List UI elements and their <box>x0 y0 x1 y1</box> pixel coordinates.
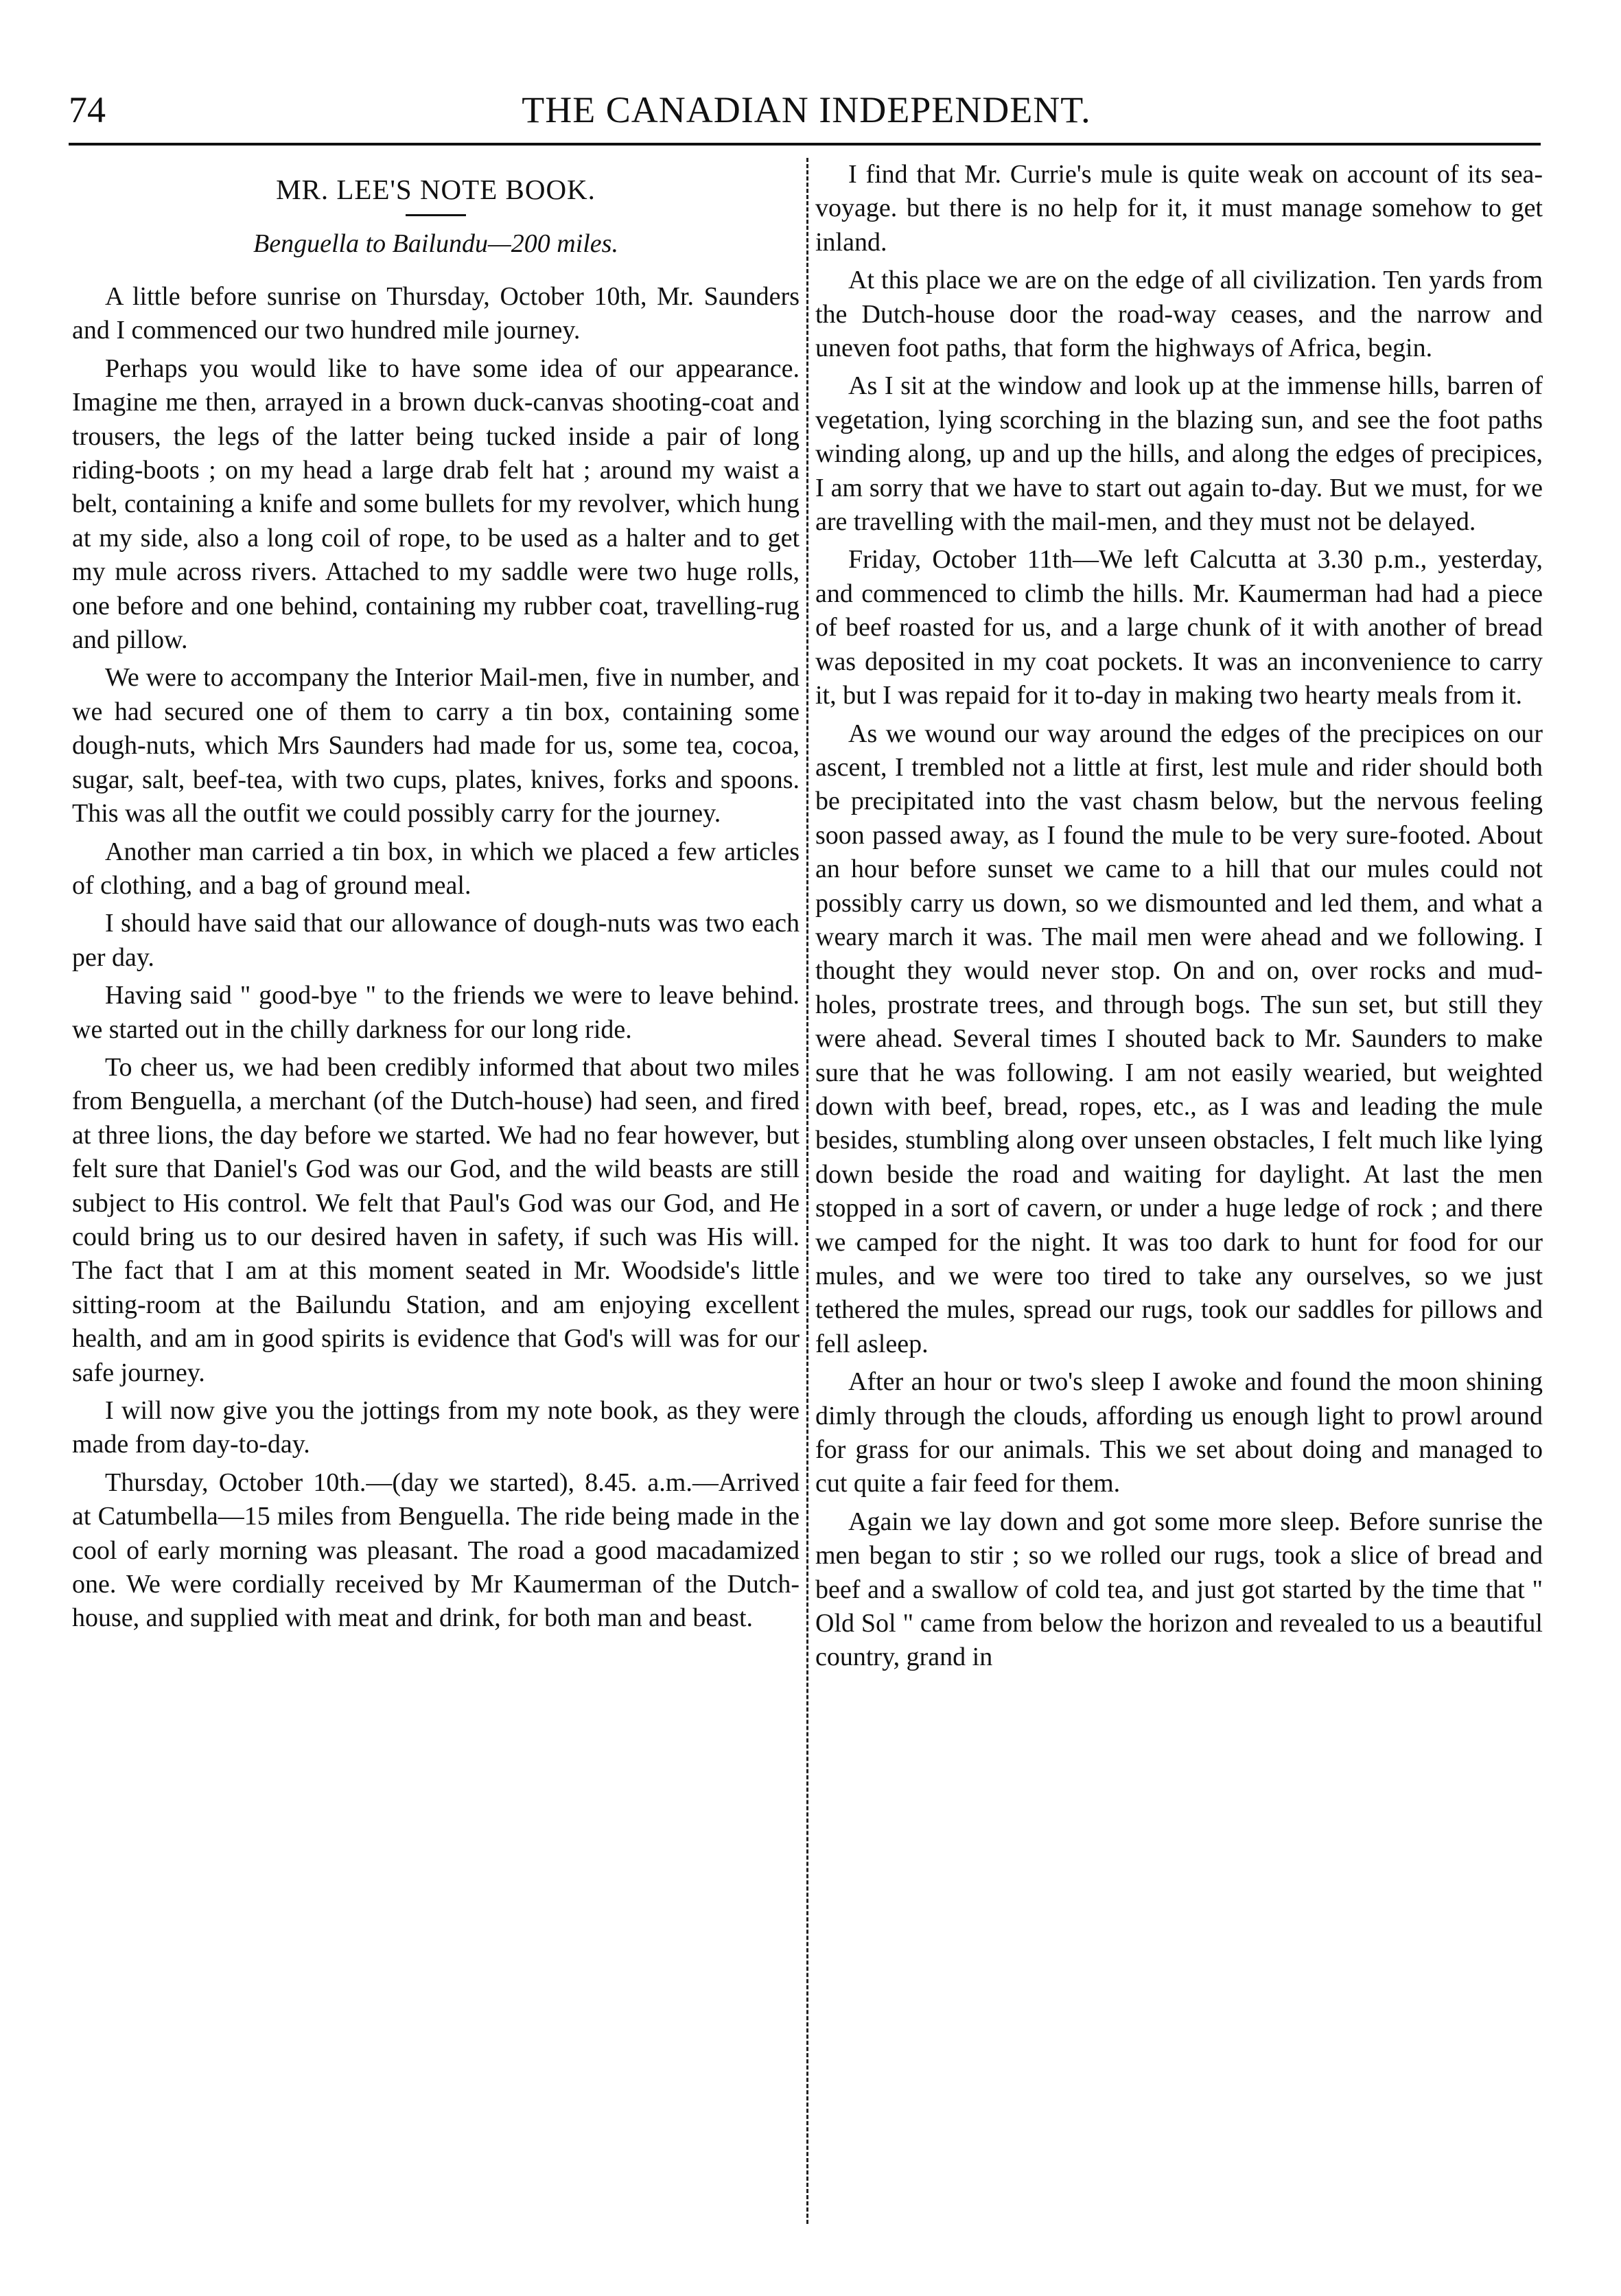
page-number: 74 <box>69 89 106 130</box>
column-divider <box>806 158 808 2224</box>
right-paragraph-4: Friday, October 11th—We left Calcutta at 3.30 p.m., yesterday, and commenced to climb the hills. Mr. Kaumerman had had a piece of beef roasted for us, and a large chunk of it with another of bread was deposited in my coat pockets. It was an inconvenience to carry it, but I was repaid for it to-day in making two hearty meals from it. <box>815 545 1543 710</box>
left-paragraph-1: A little before sunrise on Thursday, October 10th, Mr. Saunders and I commenced our two hundred mile journey. <box>72 282 800 345</box>
right-column <box>815 158 1543 2245</box>
left-paragraph-7: To cheer us, we had been credibly informed that about two miles from Benguella, a merchant (of the Dutch-house) had seen, and fired at three lions, the day before we started. We had no fear however, but felt sure that Daniel's God was our God, and the wild beasts are still subject to His control. We felt that Paul's God was our God, and He could bring us to our desired haven in safety, if such was His will. The fact that I am at this moment seated in Mr. Woodside's little sitting-room at the Bailundu Station, and am enjoying excellent health, and am in good spirits is evidence that God's will was for our safe journey. <box>72 1052 800 1387</box>
left-paragraph-3: We were to accompany the Interior Mail-men, five in number, and we had secured one of them to carry a tin box, containing some dough-nuts, which Mrs Saunders had made for us, some tea, cocoa, sugar, salt, beef-tea, with two cups, plates, knives, forks and spoons. This was all the outfit we could possibly carry for the journey. <box>72 663 800 828</box>
subtitle-spacer <box>72 261 800 280</box>
left-paragraph-2: Perhaps you would like to have some idea of our appearance. Imagine me then, arrayed in a brown duck-canvas shooting-coat and trousers, the legs of the latter being tucked inside a pair of long riding-boots ; on my head a large drab felt hat ; around my waist a belt, containing a knife and some bullets for my revolver, which hung at my side, also a long coil of rope, to be used as a halter and to get my mule across rivers. Attached to my saddle were two huge rolls, one before and one behind, containing my rubber coat, travelling-rug and pillow. <box>72 353 800 655</box>
right-paragraph-5: As we wound our way around the edges of the precipices on our ascent, I trembled not a little at first, lest mule and rider should both be precipitated into the vast chasm below, but the nervous feeling soon passed away, as I found the mule to be very sure-footed. About an hour before sunset we came to a hill that our mules could not possibly carry us down, so we dismounted and led them, and what a weary march it was. The mail men were ahead and we following. I thought they would never stop. On and on, over rocks and mud-holes, prostrate trees, and through bogs. The sun set, but still they were ahead. Several times I shouted back to Mr. Saunders to make sure that he was following. I am not easily wearied, but weighted down with beef, bread, ropes, etc., as I was and leading the mule besides, stumbling along over unseen obstacles, I felt much like lying down beside the road and waiting for daylight. At last the men stopped in a sort of cavern, or under a huge ledge of rock ; and there we camped for the night. It was too dark to hunt for food for our mules, and we were too tired to take any ourselves, so we just tethered the mules, spread our rugs, took our saddles for pillows and fell asleep. <box>815 719 1543 1358</box>
right-paragraph-1: I find that Mr. Currie's mule is quite weak on account of its sea-voyage. but there is no help for it, it must manage somehow to get inland. <box>815 160 1543 257</box>
left-column <box>72 158 800 2245</box>
right-paragraph-7: Again we lay down and got some more sleep. Before sunrise the men began to stir ; so we rolled our rugs, took a slice of bread and beef and a swallow of cold tea, and just got started by the time that " Old Sol " came from below the horizon and revealed to us a beautiful country, grand in <box>815 1507 1543 1672</box>
left-paragraph-5: I should have said that our allowance of dough-nuts was two each per day. <box>72 909 800 972</box>
left-paragraph-9: Thursday, October 10th.—(day we started), 8.45. a.m.—Arrived at Catumbella—15 miles from Benguella. The ride being made in the cool of early morning was pleasant. The road a good macadamized one. We were cordially received by Mr Kaumerman of the Dutch-house, and supplied with meat and drink, for both man and beast. <box>72 1468 800 1633</box>
header-rule <box>69 143 1541 146</box>
right-paragraph-6: After an hour or two's sleep I awoke and found the moon shining dimly through the clouds, affording us enough light to prowl around for grass for our animals. This we set about doing and managed to cut quite a fair feed for them. <box>815 1367 1543 1498</box>
article-title: MR. LEE'S NOTE BOOK. <box>276 174 596 205</box>
left-paragraph-4: Another man carried a tin box, in which we placed a few articles of clothing, and a bag of ground meal. <box>72 837 800 900</box>
article-subtitle: Benguella to Bailundu—200 miles. <box>253 229 618 258</box>
page-header <box>69 82 1544 144</box>
right-paragraph-2: At this place we are on the edge of all civilization. Ten yards from the Dutch-house door the road-way ceases, and the narrow and uneven foot paths, that form the highways of Africa, begin. <box>815 266 1543 363</box>
title-rule <box>406 214 466 216</box>
journal-title: THE CANADIAN INDEPENDENT. <box>522 89 1091 130</box>
left-paragraph-8: I will now give you the jottings from my note book, as they were made from day-to-day. <box>72 1396 800 1459</box>
left-paragraph-6: Having said " good-bye " to the friends we were to leave behind. we started out in the chilly darkness for our long ride. <box>72 981 800 1044</box>
right-paragraph-3: As I sit at the window and look up at the immense hills, barren of vegetation, lying scorching in the blazing sun, and see the foot paths winding along, up and up the hills, and along the edges of precipices, I am sorry that we have to start out again to-day. But we must, for we are travelling with the mail-men, and they must not be delayed. <box>815 371 1543 537</box>
